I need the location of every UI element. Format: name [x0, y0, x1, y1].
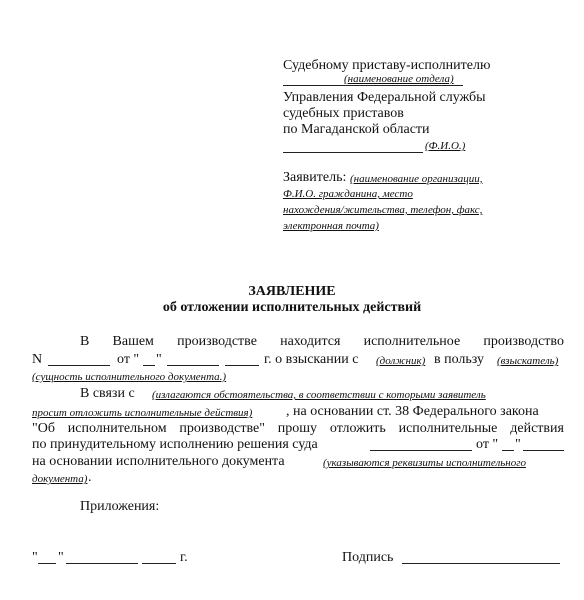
court-day-blank: [502, 450, 514, 451]
legal-basis-text: , на основании ст. 38 Федерального закона: [286, 404, 539, 419]
case-number-blank: [48, 365, 110, 366]
exec-doc-hint-1: (указываются реквизиты исполнительного: [323, 457, 527, 469]
sign-month-blank: [66, 563, 138, 564]
applicant-hint-3: нахождения/жительства, телефон, факс,: [283, 204, 483, 216]
sign-year-blank: [142, 563, 176, 564]
signature-label: Подпись: [342, 550, 394, 565]
day-blank: [143, 365, 155, 366]
court-month-blank: [523, 450, 564, 451]
dept-hint: (наименование отдела): [344, 73, 454, 85]
court-date-from: от ": [476, 437, 499, 452]
court-decision-label: по принудительному исполнению решения суда: [32, 437, 318, 452]
word: отложить: [329, 421, 386, 436]
word: производстве: [177, 334, 257, 349]
attachments-label: Приложения:: [80, 499, 160, 514]
signature-blank: [402, 563, 560, 564]
word: исполнительные: [398, 421, 498, 436]
word: прошу: [277, 421, 318, 436]
word: исполнительном: [67, 421, 167, 436]
date-from-label: от ": [117, 352, 140, 367]
word: исполнительное: [363, 334, 461, 349]
word: В: [80, 334, 90, 349]
quote-close: ": [156, 352, 162, 367]
sentence-period: .: [88, 470, 92, 485]
year-blank: [225, 365, 259, 366]
region-line: по Магаданской области: [283, 122, 430, 137]
sign-year-suffix: г.: [180, 550, 188, 565]
word: находится: [280, 334, 341, 349]
doc-essence-hint: (сущность исполнительного документа.): [32, 371, 227, 383]
sign-day-blank: [38, 563, 56, 564]
circumstances-hint-2: просит отложить исполнительные действия): [32, 407, 253, 419]
applicant-hint-4: электронная почта): [283, 220, 379, 232]
court-decision-blank: [370, 450, 472, 451]
court-quote-close: ": [515, 437, 521, 452]
case-number-label: N: [32, 352, 43, 367]
addressee-line: Судебному приставу-исполнителю: [283, 58, 491, 73]
word: производстве": [179, 421, 265, 436]
applicant-hint-2: Ф.И.О. гражданина, место: [283, 188, 413, 200]
exec-doc-hint-2: документа): [32, 473, 88, 485]
fio-blank-line: [283, 152, 423, 153]
applicant-hint-1: (наименование организации,: [350, 173, 483, 185]
word: производство: [483, 334, 564, 349]
debtor-hint: (должник): [376, 355, 426, 367]
document-subtitle: об отложении исполнительных действий: [162, 300, 422, 315]
sign-date-quote-open: ": [32, 550, 38, 565]
due-to-label: В связи с: [80, 386, 135, 401]
recovery-from-label: г. о взыскании с: [264, 352, 359, 367]
in-favor-label: в пользу: [434, 352, 485, 367]
service-line: Управления Федеральной службы: [283, 90, 486, 105]
document-title: ЗАЯВЛЕНИЕ: [248, 284, 336, 299]
applicant-label: Заявитель:: [283, 170, 347, 185]
exec-doc-label: на основании исполнительного документа: [32, 454, 285, 469]
word: действия: [510, 421, 564, 436]
para1-line1: [80, 333, 564, 351]
circumstances-hint-1: (излагаются обстоятельства, в соответствии с которыми заявитель: [152, 389, 486, 401]
fio-hint: (Ф.И.О.): [425, 140, 466, 152]
sign-date-quote-close: ": [58, 550, 64, 565]
word: "Об: [32, 421, 55, 436]
word: Вашем: [112, 334, 154, 349]
creditor-hint: (взыскатель): [497, 355, 559, 367]
month-blank: [167, 365, 219, 366]
bailiffs-line: судебных приставов: [283, 106, 404, 121]
